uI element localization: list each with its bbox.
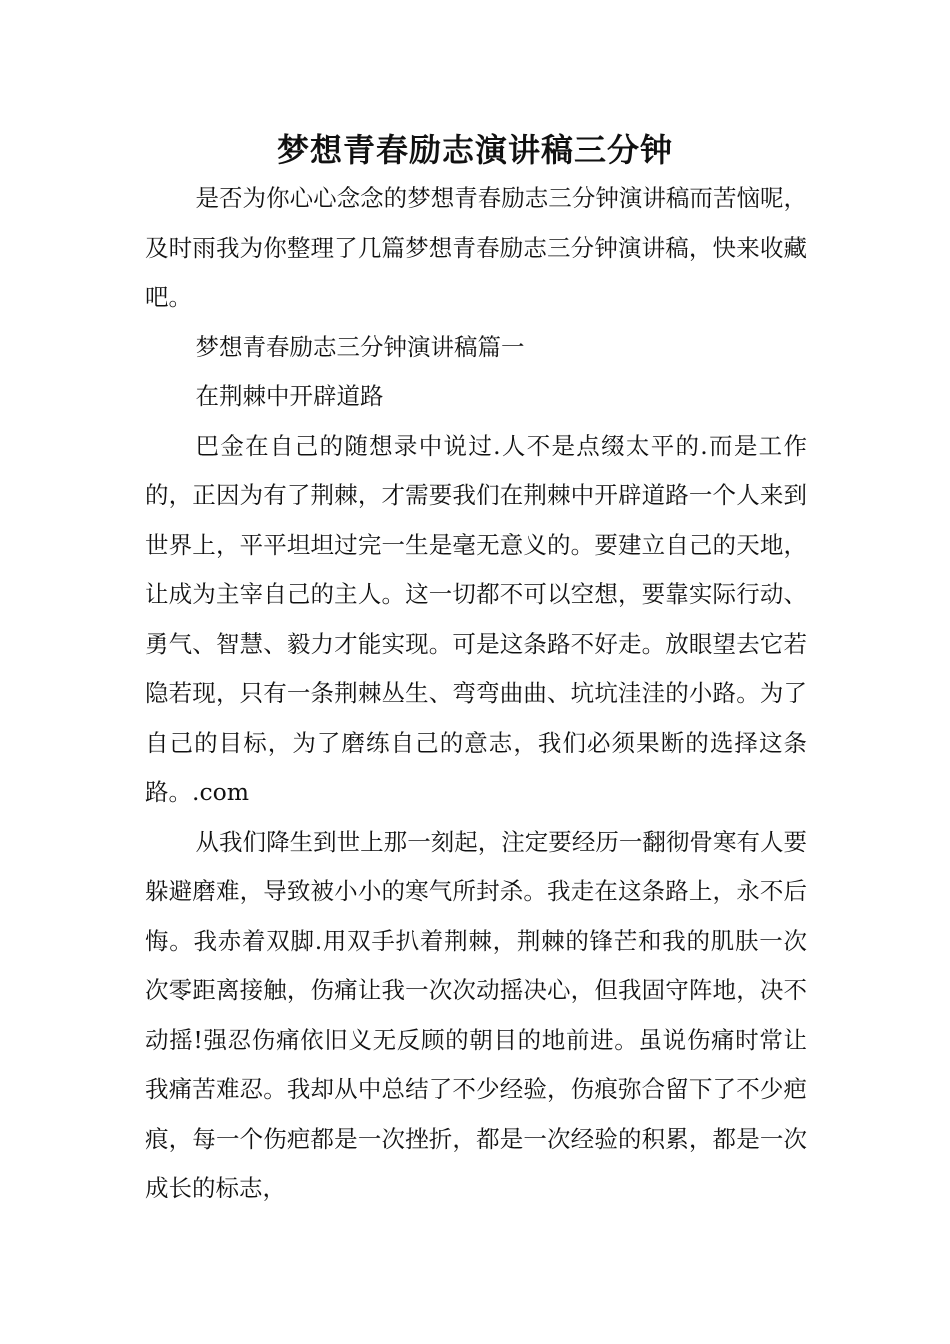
body-paragraph: 巴金在自己的随想录中说过.人不是点缀太平的.而是工作的，正因为有了荆棘，才需要我们在荆棘中开辟道路一个人来到世界上，平平坦坦过完一生是毫无意义的。要建立自己的天地，让成为主宰自己的主人。这一切都不可以空想，要靠实际行动、勇气、智慧、毅力才能实现。可是这条路不好走。放眼望去它若隐若现，只有一条荆棘丛生、弯弯曲曲、坑坑洼洼的小路。为了自己的目标，为了磨练自己的意志，我们必须果断的选择这条路。.com [145,431,807,806]
body-paragraph: 从我们降生到世上那一刻起，注定要经历一翻彻骨寒有人要躲避磨难，导致被小小的寒气所封杀。我走在这条路上，永不后悔。我赤着双脚.用双手扒着荆棘，荆棘的锋芒和我的肌肤一次次零距离接触，伤痛让我一次次动摇决心，但我固守阵地，决不动摇!强忍伤痛依旧义无反顾的朝目的地前进。虽说伤痛时常让我痛苦难忍。我却从中总结了不少经验，伤痕弥合留下了不少疤痕，每一个伤疤都是一次挫折，都是一次经验的积累，都是一次成长的标志， [145,827,807,1202]
document-title: 梦想青春励志演讲稿三分钟 [276,131,673,169]
intro-paragraph: 是否为你心心念念的梦想青春励志三分钟演讲稿而苦恼呢，及时雨我为你整理了几篇梦想青春励志三分钟演讲稿，快来收藏吧。 [145,184,807,311]
section-heading: 梦想青春励志三分钟演讲稿篇一 [195,332,525,361]
document-body [145,174,807,1214]
speech-title: 在荆棘中开辟道路 [195,382,384,410]
